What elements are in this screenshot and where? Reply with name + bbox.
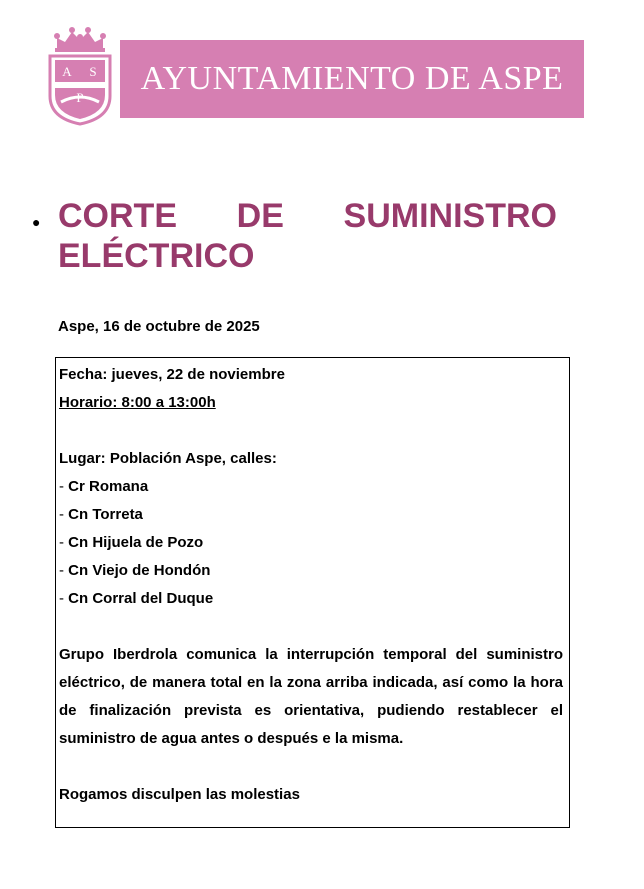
notice-box bbox=[55, 357, 570, 828]
street-item: - Cr Romana bbox=[59, 478, 149, 495]
street-item: - Cn Torreta bbox=[59, 506, 143, 523]
notice-body: Grupo Iberdrola comunica la interrupción temporal del suministro eléctrico, de manera total en la zona arriba indicada, así como la hora de finalización prevista es orientativa, pudiendo restablecer el suministro de agua antes o después e la misma. bbox=[59, 646, 563, 747]
street-item: - Cn Viejo de Hondón bbox=[59, 562, 211, 579]
fecha-line: Fecha: jueves, 22 de noviembre bbox=[59, 366, 285, 383]
crest-letter-p: P bbox=[76, 90, 84, 105]
street-name: Cr Romana bbox=[68, 478, 149, 495]
street-name: Cn Viejo de Hondón bbox=[68, 562, 211, 579]
page-title bbox=[58, 196, 557, 276]
crest-letter-a: A bbox=[62, 64, 72, 79]
banner-text: AYUNTAMIENTO DE ASPE bbox=[140, 60, 564, 97]
header-banner bbox=[120, 40, 584, 118]
title-word: SUMINISTRO bbox=[343, 197, 557, 235]
title-word: DE bbox=[236, 197, 284, 235]
spacer bbox=[59, 613, 563, 641]
title-line-1 bbox=[58, 196, 557, 236]
lugar-line: Lugar: Población Aspe, calles: bbox=[59, 450, 277, 467]
horario-line: Horario: 8:00 a 13:00h bbox=[59, 394, 216, 411]
date-line: Aspe, 16 de octubre de 2025 bbox=[58, 318, 260, 335]
street-name: Cn Torreta bbox=[68, 506, 143, 523]
spacer bbox=[59, 417, 563, 445]
crest-letter-s: S bbox=[89, 64, 97, 79]
street-name: Cn Hijuela de Pozo bbox=[68, 534, 204, 551]
street-name: Cn Corral del Duque bbox=[68, 590, 214, 607]
closing-line: Rogamos disculpen las molestias bbox=[59, 786, 300, 803]
title-line-2: ELÉCTRICO bbox=[58, 237, 255, 275]
bullet-icon: ● bbox=[32, 214, 41, 230]
street-item: - Cn Corral del Duque bbox=[59, 590, 214, 607]
street-item: - Cn Hijuela de Pozo bbox=[59, 534, 204, 551]
spacer bbox=[59, 753, 563, 781]
aspe-crest-logo bbox=[47, 26, 113, 126]
title-word: CORTE bbox=[58, 197, 177, 235]
